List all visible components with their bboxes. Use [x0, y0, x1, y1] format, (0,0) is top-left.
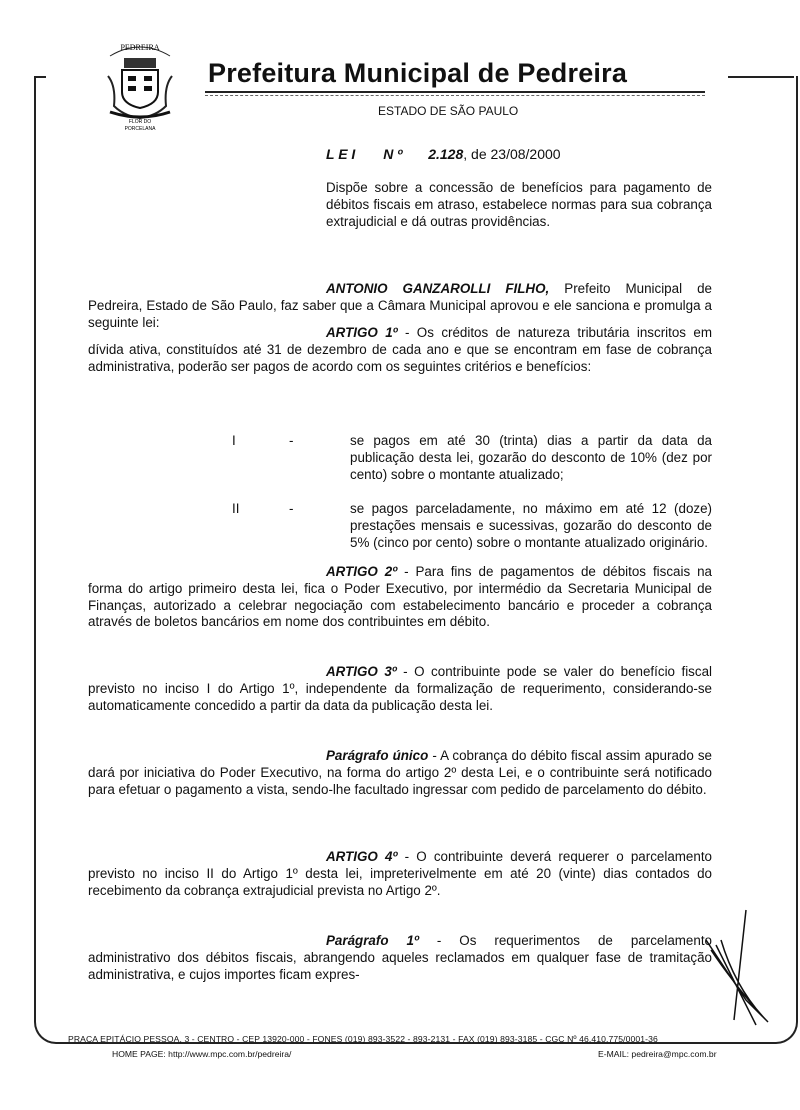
- paragrafo-1: [88, 933, 712, 983]
- title-underline: [205, 91, 705, 93]
- municipal-crest-logo: [100, 36, 180, 132]
- law-heading: [326, 146, 561, 162]
- article-text: - O contribuinte pode se valer do benefício fiscal previsto no inciso I do Artigo 1º, independente da formalização de requerimento, considerando-se automaticamente concedido a partir da data da publicação desta lei.: [88, 664, 712, 713]
- svg-text:PORCELANA: PORCELANA: [124, 126, 156, 132]
- article-text: - A cobrança do débito fiscal assim apurado se dará por iniciativa do Poder Executivo, na forma do artigo 2º desta Lei, e o contribuinte será notificado para efetuar o pagamento a vista, sendo-lhe facultado ingressar com pedido de parcelamento do débito.: [88, 748, 712, 797]
- law-date: , de 23/08/2000: [463, 146, 561, 162]
- item-number: I: [232, 433, 236, 448]
- svg-text:PEDREIRA: PEDREIRA: [120, 43, 160, 52]
- law-numero: N º: [383, 146, 403, 162]
- state-subtitle: ESTADO DE SÃO PAULO: [378, 104, 519, 118]
- border-left-stub: [34, 76, 46, 78]
- preamble-text: Prefeito Municipal de Pedreira, Estado de São Paulo, faz saber que a Câmara Municipal aprovou e ele sanciona e promulga a seguinte lei:: [88, 281, 712, 330]
- article-label: ARTIGO 3º: [326, 664, 397, 679]
- paragrafo-unico: [88, 748, 712, 798]
- item-dash: -: [289, 433, 294, 448]
- article-label: ARTIGO 2º: [326, 564, 398, 579]
- svg-text:FLOR DO: FLOR DO: [128, 119, 152, 125]
- article-text: - Os créditos de natureza tributária inscritos em dívida ativa, constituídos até 31 de dezembro de cada ano e que se encontram em fase de cobrança administrativa, poderão ser pagos de acordo com os seguintes critérios e benefícios:: [88, 325, 712, 374]
- ementa: Dispõe sobre a concessão de benefícios para pagamento de débitos fiscais em atraso, estabelece normas para sua cobrança extrajudicial e dá outras providências.: [326, 180, 712, 229]
- item-number: II: [232, 501, 240, 516]
- law-lei: L E I: [326, 146, 356, 162]
- article-label: ARTIGO 1º: [326, 325, 398, 340]
- item-dash: -: [289, 501, 294, 516]
- article-1: [88, 325, 712, 375]
- footer-email[interactable]: E-MAIL: pedreira@mpc.com.br: [598, 1049, 717, 1059]
- item-text: se pagos em até 30 (trinta) dias a partir da data da publicação desta lei, gozarão do desconto de 10% (dez por cento) sobre o montante atualizado;: [350, 433, 712, 482]
- article-2: [88, 564, 712, 631]
- item-text: se pagos parceladamente, no máximo em até 12 (doze) prestações mensais e sucessivas, gozarão do desconto de 5% (cinco por cento) sobre o montante atualizado originário.: [350, 501, 712, 550]
- title-underline-dashed: [205, 95, 705, 96]
- law-number: 2.128: [428, 146, 464, 162]
- footer-homepage[interactable]: HOME PAGE: http://www.mpc.com.br/pedreira/: [112, 1049, 292, 1059]
- mayor-name: ANTONIO GANZAROLLI FILHO,: [326, 281, 550, 296]
- footer-address: PRAÇA EPITÁCIO PESSOA, 3 - CENTRO - CEP 13920-000 - FONES (019) 893-3522 - 893-2131 - FAX (019) 893-3185 - CGC Nº 46.410.775/0001-36: [68, 1034, 658, 1044]
- article-3: [88, 664, 712, 714]
- article-text: - Para fins de pagamentos de débitos fiscais na forma do artigo primeiro desta lei, fica o Poder Executivo, por intermédio da Secretaria Municipal de Finanças, autorizado a celebrar negociação com estabelecimento bancário e proceder a cobrança através de boletos bancários em nome dos contribuintes em débito.: [88, 564, 712, 630]
- border-right-stub: [728, 76, 794, 78]
- article-4: [88, 849, 712, 899]
- article-text: - O contribuinte deverá requerer o parcelamento previsto no inciso II do Artigo 1º desta lei, impreterivelmente em até 20 (vinte) dias contados do recebimento da cobrança extrajudicial prevista no Artigo 2º.: [88, 849, 712, 898]
- signature-scribble: [686, 900, 786, 1050]
- preamble: [88, 281, 712, 331]
- article-label: Parágrafo 1º: [326, 933, 419, 948]
- article-label: ARTIGO 4º: [326, 849, 398, 864]
- article-label: Parágrafo único: [326, 748, 429, 763]
- article-text: - Os requerimentos de parcelamento administrativo dos débitos fiscais, abrangendo aqueles reclamados em qualquer fase de tramitação administrativa, e cujos importes ficam expres-: [88, 933, 712, 982]
- letterhead-title: Prefeitura Municipal de Pedreira: [208, 58, 628, 88]
